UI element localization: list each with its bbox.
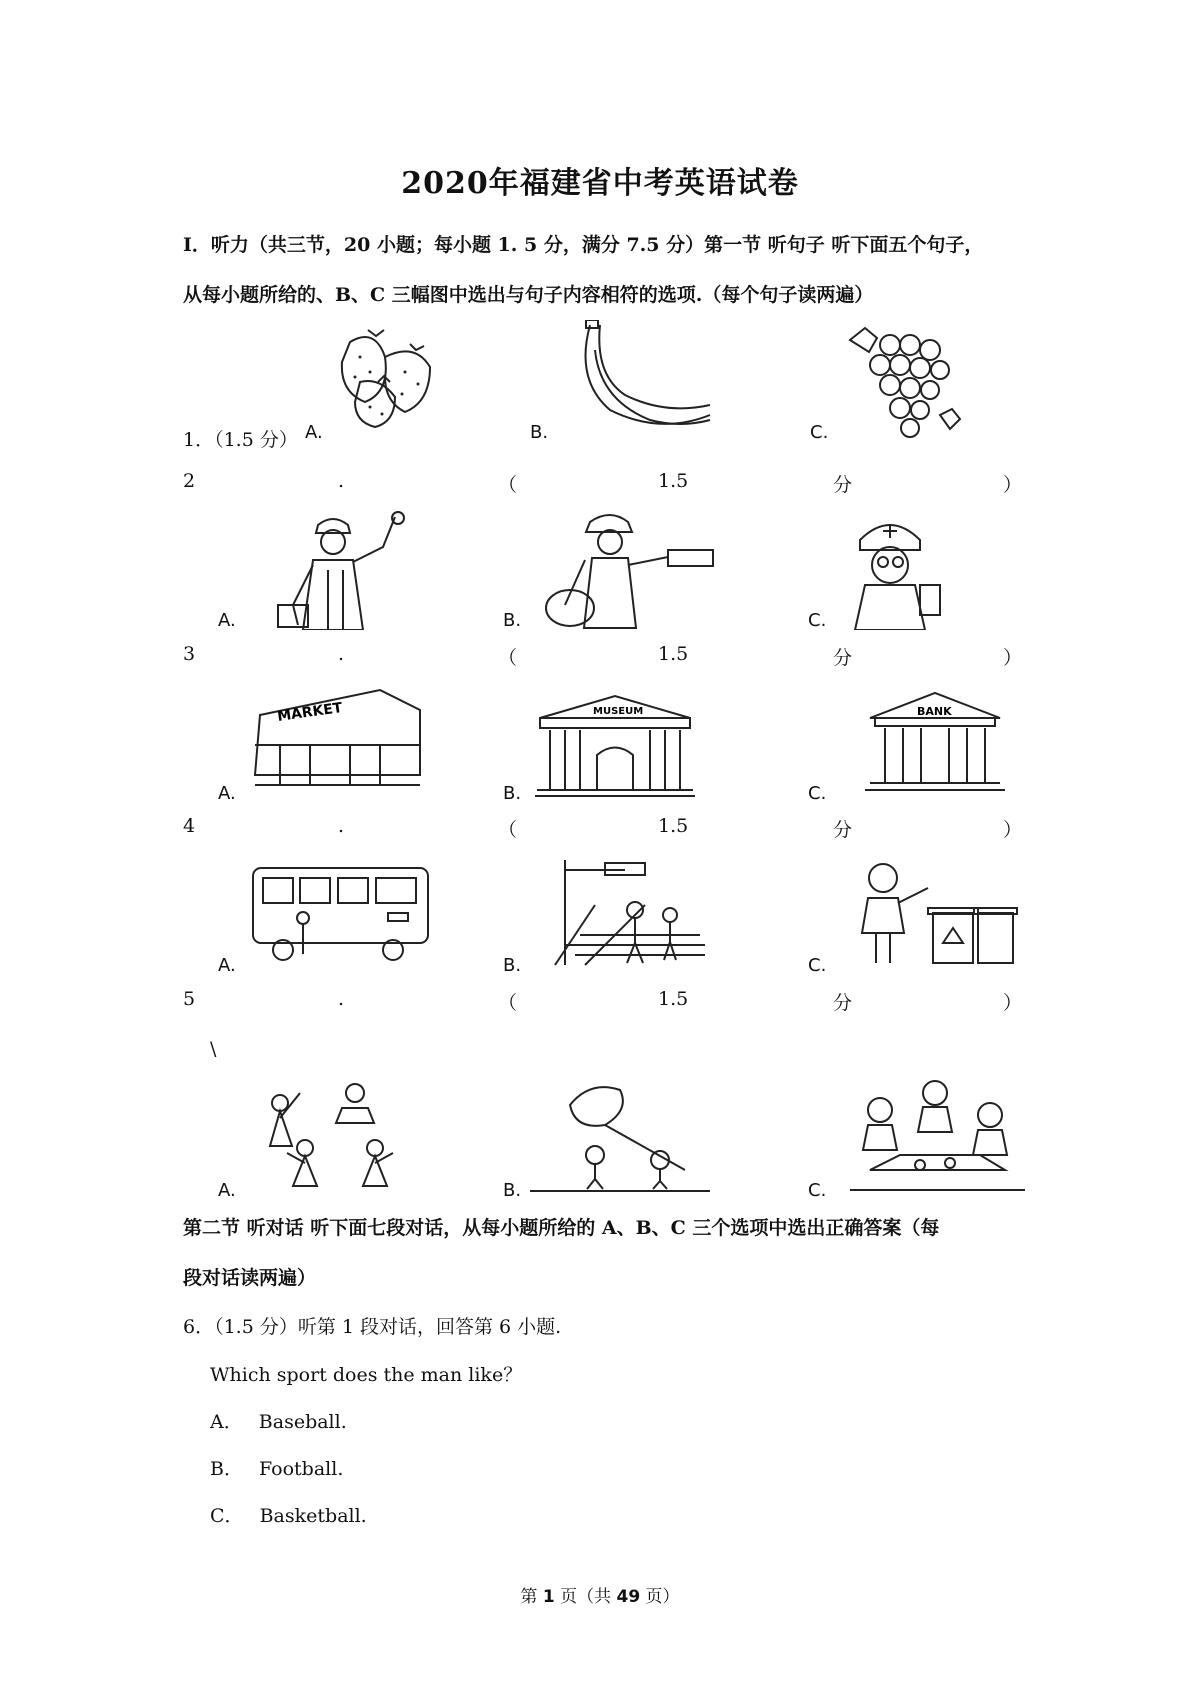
market-picture bbox=[250, 685, 430, 795]
crossing-picture bbox=[545, 855, 715, 970]
option-text: Baseball. bbox=[258, 1411, 347, 1433]
option-letter: B． bbox=[210, 1458, 243, 1480]
question-3-unit: 分 bbox=[833, 647, 853, 669]
market-sign: MARKET bbox=[276, 699, 344, 725]
kite-picture bbox=[530, 1075, 710, 1195]
section1-heading-line1: Ⅰ．听力（共三节，20 小题；每小题 1. 5 分，满分 7.5 分）第一节 听句子 听下面五个句子， bbox=[183, 234, 984, 256]
question-3-number: 3 bbox=[183, 643, 196, 665]
question-5-number: 5 bbox=[183, 988, 196, 1010]
q5-option-c-label: C. bbox=[808, 1180, 827, 1201]
worker-picture bbox=[248, 510, 428, 630]
section2-heading-line1: 第二节 听对话 听下面七段对话，从每小题所给的 A、B、C 三个选项中选出正确答案（每 bbox=[183, 1217, 940, 1239]
question-5-unit: 分 bbox=[833, 992, 853, 1014]
q3-option-b-label: B. bbox=[503, 783, 522, 804]
question-2-score: 1.5 bbox=[658, 470, 689, 492]
q5-option-a-label: A. bbox=[218, 1180, 236, 1201]
bank-picture bbox=[865, 688, 1005, 798]
section1-heading bbox=[183, 220, 1043, 320]
question-4-unit: 分 bbox=[833, 819, 853, 841]
q1-option-b-label: B. bbox=[530, 422, 549, 443]
section2-heading bbox=[183, 1203, 1043, 1303]
question-2-dot: . bbox=[338, 470, 345, 492]
museum-sign: MUSEUM bbox=[593, 706, 644, 717]
question-6-label: 6．（1.5 分）听第 1 段对话，回答第 6 小题. bbox=[183, 1316, 562, 1338]
question-3-score: 1.5 bbox=[658, 643, 689, 665]
q5-option-b-label: B. bbox=[503, 1180, 522, 1201]
question-4-score-row bbox=[183, 815, 1023, 845]
option-text: Football. bbox=[259, 1458, 344, 1480]
picnic-picture bbox=[850, 1075, 1025, 1195]
postman-picture bbox=[530, 510, 720, 630]
question-5-score-row bbox=[183, 988, 1023, 1018]
page-footer bbox=[0, 1582, 1200, 1607]
question-3-close-paren: ） bbox=[1003, 647, 1023, 669]
question-2-close-paren: ） bbox=[1003, 474, 1023, 496]
question-2-open-paren: （ bbox=[498, 474, 518, 496]
question-5-score: 1.5 bbox=[658, 988, 689, 1010]
strawberry-picture bbox=[330, 322, 450, 432]
q2-option-c-label: C. bbox=[808, 610, 827, 631]
question-3-dot: . bbox=[338, 643, 345, 665]
footer-total-pages: 49 bbox=[616, 1587, 641, 1607]
question-2-number: 2 bbox=[183, 470, 196, 492]
bus-picture bbox=[248, 858, 438, 968]
question-5-open-paren: （ bbox=[498, 992, 518, 1014]
option-letter: A． bbox=[210, 1411, 243, 1433]
question-6-text: Which sport does the man like？ bbox=[210, 1364, 523, 1386]
banana-picture bbox=[570, 320, 720, 440]
q4-option-b-label: B. bbox=[503, 955, 522, 976]
question-3-open-paren: （ bbox=[498, 647, 518, 669]
q4-option-c-label: C. bbox=[808, 955, 827, 976]
question-6-option-a bbox=[210, 1407, 347, 1434]
doctor-picture bbox=[840, 510, 960, 630]
question-3-score-row bbox=[183, 643, 1023, 673]
section2-heading-line2: 段对话读两遍） bbox=[183, 1267, 317, 1289]
q2-option-b-label: B. bbox=[503, 610, 522, 631]
question-5-close-paren: ） bbox=[1003, 992, 1023, 1014]
q3-option-a-label: A. bbox=[218, 783, 236, 804]
bank-sign: BANK bbox=[917, 705, 952, 718]
recycling-picture bbox=[848, 858, 1023, 968]
q1-option-c-label: C. bbox=[810, 422, 829, 443]
stray-backslash: \ bbox=[210, 1038, 217, 1060]
footer-prefix: 第 bbox=[520, 1587, 543, 1607]
q4-option-a-label: A. bbox=[218, 955, 236, 976]
question-4-score: 1.5 bbox=[658, 815, 689, 837]
option-text: Basketball. bbox=[259, 1505, 367, 1527]
q2-option-a-label: A. bbox=[218, 610, 236, 631]
question-4-open-paren: （ bbox=[498, 819, 518, 841]
footer-suffix: 页） bbox=[640, 1587, 680, 1607]
question-4-dot: . bbox=[338, 815, 345, 837]
dancing-picture bbox=[250, 1078, 410, 1198]
question-4-number: 4 bbox=[183, 815, 196, 837]
question-6-option-b bbox=[210, 1454, 343, 1481]
grapes-picture bbox=[845, 320, 965, 440]
question-1-label: 1．（1.5 分） bbox=[183, 429, 298, 451]
question-2-score-row bbox=[183, 470, 1023, 500]
footer-page-number: 1 bbox=[542, 1587, 555, 1607]
option-letter: C． bbox=[210, 1505, 244, 1527]
question-2-unit: 分 bbox=[833, 474, 853, 496]
footer-middle: 页（共 bbox=[554, 1587, 617, 1607]
question-6-option-c bbox=[210, 1501, 367, 1528]
q1-option-a-label: A. bbox=[305, 422, 323, 443]
q3-option-c-label: C. bbox=[808, 783, 827, 804]
exam-title: 2020年福建省中考英语试卷 bbox=[401, 166, 799, 201]
section1-heading-line2: 从每小题所给的、B、C 三幅图中选出与句子内容相符的选项.（每个句子读两遍） bbox=[183, 284, 874, 306]
question-5-dot: . bbox=[338, 988, 345, 1010]
museum-picture bbox=[535, 690, 695, 800]
question-4-close-paren: ） bbox=[1003, 819, 1023, 841]
